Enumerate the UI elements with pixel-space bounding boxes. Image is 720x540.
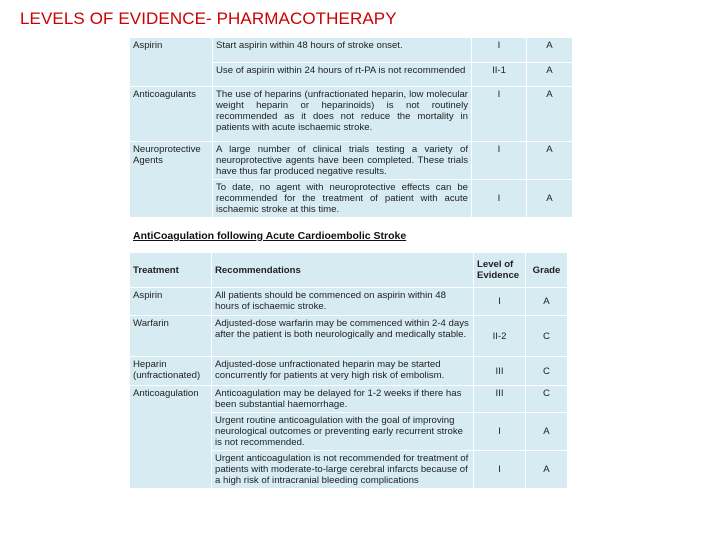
level-cell: I xyxy=(472,87,527,142)
recommendation-cell: Use of aspirin within 24 hours of rt-PA is not recommended xyxy=(213,62,472,87)
treatment-cell: Aspirin xyxy=(130,38,213,87)
grade-cell: A xyxy=(526,451,568,489)
grade-cell: C xyxy=(526,357,568,386)
treatment-cell: Aspirin xyxy=(130,288,212,316)
grade-cell: C xyxy=(526,316,568,357)
table-row xyxy=(130,87,573,142)
grade-cell: A xyxy=(526,413,568,451)
grade-cell: A xyxy=(527,87,573,142)
table-row xyxy=(130,38,573,63)
level-cell: III xyxy=(474,386,526,413)
section-heading: AntiCoagulation following Acute Cardioembolic Stroke xyxy=(133,230,407,242)
recommendation-cell: Urgent anticoagulation is not recommended for treatment of patients with moderate-to-large cerebral infarcts because of a high risk of intracranial bleeding complications xyxy=(212,451,474,489)
header-grade: Grade xyxy=(526,253,568,288)
treatment-cell: Warfarin xyxy=(130,316,212,357)
evidence-table-pharmacotherapy xyxy=(129,37,573,218)
slide-title: LEVELS OF EVIDENCE- PHARMACOTHERAPY xyxy=(20,9,397,28)
level-cell: I xyxy=(474,451,526,489)
table-row xyxy=(130,316,568,357)
table-row xyxy=(130,288,568,316)
level-cell: I xyxy=(472,180,527,218)
level-cell: II-2 xyxy=(474,316,526,357)
recommendation-cell: All patients should be commenced on aspirin within 48 hours of ischaemic stroke. xyxy=(212,288,474,316)
level-cell: I xyxy=(474,288,526,316)
grade-cell: A xyxy=(527,180,573,218)
recommendation-cell: Urgent routine anticoagulation with the goal of improving neurological outcomes or preventing early recurrent stroke is not recommended. xyxy=(212,413,474,451)
level-cell: I xyxy=(472,142,527,180)
grade-cell: A xyxy=(527,142,573,180)
recommendation-cell: The use of heparins (unfractionated heparin, low molecular weight heparin or heparinoids) is not routinely recommended as it does not reduce the mortality in patients with acute ischaemic stroke. xyxy=(213,87,472,142)
level-cell: I xyxy=(474,413,526,451)
level-cell: II-1 xyxy=(472,62,527,87)
header-recommendations: Recommendations xyxy=(212,253,474,288)
header-level-of-evidence: Level of Evidence xyxy=(474,253,526,288)
treatment-cell: Anticoagulation xyxy=(130,386,212,489)
treatment-cell: Anticoagulants xyxy=(130,87,213,142)
treatment-cell: Neuroprotective Agents xyxy=(130,142,213,218)
recommendation-cell: To date, no agent with neuroprotective effects can be recommended for the treatment of patient with acute ischaemic stroke at this time. xyxy=(213,180,472,218)
table-row xyxy=(130,386,568,413)
header-treatment: Treatment xyxy=(130,253,212,288)
recommendation-cell: Adjusted-dose warfarin may be commenced within 2-4 days after the patient is both neurologically and medically stable. xyxy=(212,316,474,357)
grade-cell: A xyxy=(527,38,573,63)
table-row xyxy=(130,357,568,386)
recommendation-cell: Anticoagulation may be delayed for 1-2 weeks if there has been substantial haemorrhage. xyxy=(212,386,474,413)
table-row xyxy=(130,142,573,180)
recommendation-cell: A large number of clinical trials testing a variety of neuroprotective agents have been completed. These trials have thus far produced negative results. xyxy=(213,142,472,180)
table-header-row xyxy=(130,253,568,288)
grade-cell: A xyxy=(526,288,568,316)
grade-cell: A xyxy=(527,62,573,87)
recommendation-cell: Adjusted-dose unfractionated heparin may be started concurrently for patients at very high risk of embolism. xyxy=(212,357,474,386)
evidence-table-anticoagulation xyxy=(129,252,568,489)
treatment-cell: Heparin (unfractionated) xyxy=(130,357,212,386)
level-cell: I xyxy=(472,38,527,63)
level-cell: III xyxy=(474,357,526,386)
grade-cell: C xyxy=(526,386,568,413)
recommendation-cell: Start aspirin within 48 hours of stroke onset. xyxy=(213,38,472,63)
